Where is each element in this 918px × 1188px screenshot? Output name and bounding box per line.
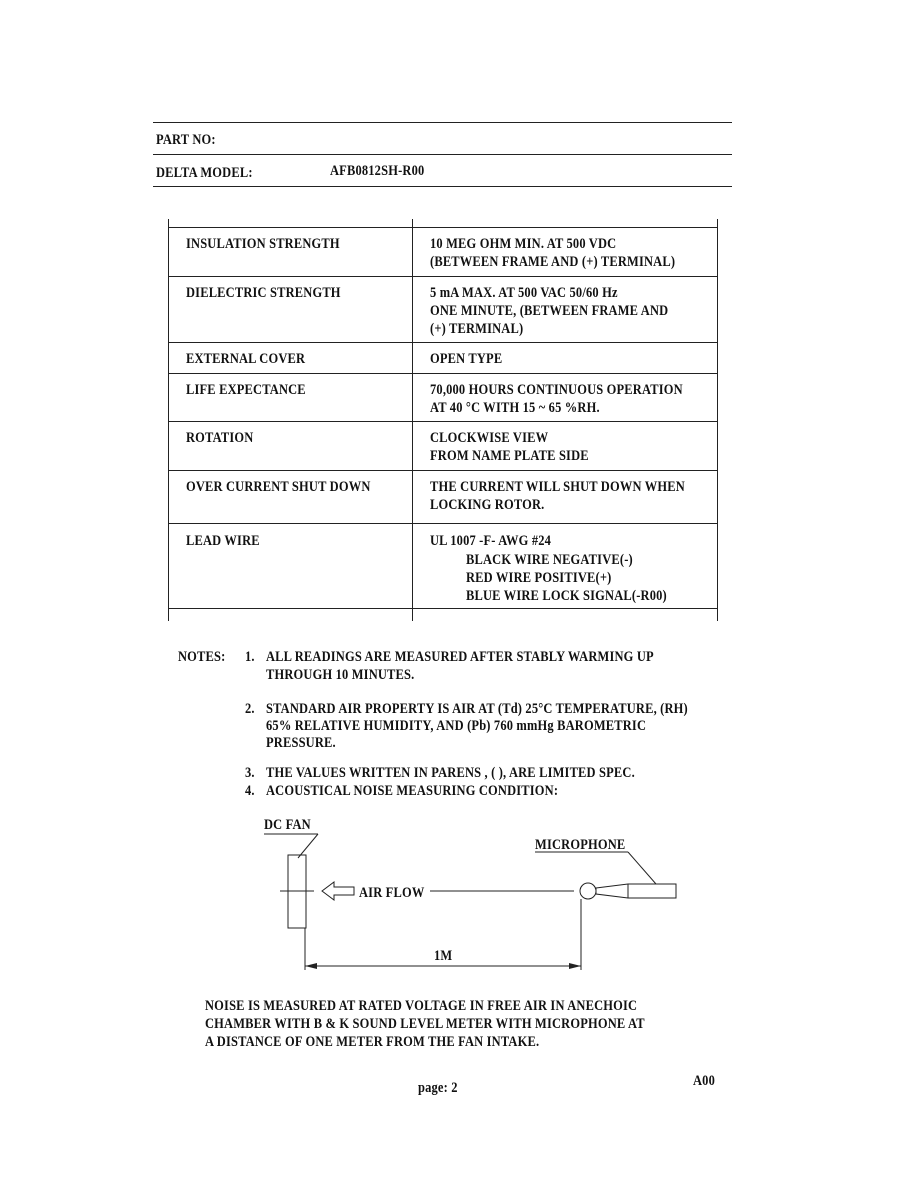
spec-value-line: AT 40 °C WITH 15 ~ 65 %RH. (430, 400, 600, 416)
notes-label: NOTES: (178, 649, 226, 665)
spec-value-line: LOCKING ROTOR. (430, 497, 545, 513)
spec-value-line: RED WIRE POSITIVE(+) (466, 570, 612, 586)
dc-fan-label: DC FAN (264, 817, 311, 833)
dimension-arrow-right-icon (569, 963, 581, 969)
page-number: page: 2 (418, 1080, 458, 1096)
revision-code: A00 (693, 1073, 715, 1089)
spec-name-over-current: OVER CURRENT SHUT DOWN (186, 479, 371, 495)
spec-name-external-cover: EXTERNAL COVER (186, 351, 306, 367)
spec-value-line: CLOCKWISE VIEW (430, 430, 549, 446)
note-line: ACOUSTICAL NOISE MEASURING CONDITION: (266, 783, 559, 799)
spec-name-dielectric: DIELECTRIC STRENGTH (186, 285, 341, 301)
spec-value-line: 70,000 HOURS CONTINUOUS OPERATION (430, 382, 683, 398)
spec-value-line: BLACK WIRE NEGATIVE(-) (466, 552, 633, 568)
air-flow-arrow-icon (322, 882, 354, 900)
spec-name-life-expectance: LIFE EXPECTANCE (186, 382, 306, 398)
note-line: 65% RELATIVE HUMIDITY, AND (Pb) 760 mmHg BAROMETRIC (266, 718, 647, 734)
noise-line: A DISTANCE OF ONE METER FROM THE FAN INTAKE. (205, 1034, 540, 1050)
noise-line: CHAMBER WITH B & K SOUND LEVEL METER WITH MICROPHONE AT (205, 1016, 645, 1032)
part-no-label: PART NO: (156, 132, 216, 148)
spec-value-line: 10 MEG OHM MIN. AT 500 VDC (430, 236, 617, 252)
note-line: THROUGH 10 MINUTES. (266, 667, 415, 683)
spec-value-line: ONE MINUTE, (BETWEEN FRAME AND (430, 303, 669, 319)
note-line: THE VALUES WRITTEN IN PARENS , ( ), ARE LIMITED SPEC. (266, 765, 635, 781)
note-number: 2. (245, 701, 255, 717)
spec-value-line: (+) TERMINAL) (430, 321, 524, 337)
note-number: 1. (245, 649, 255, 665)
note-line: PRESSURE. (266, 735, 336, 751)
note-line: STANDARD AIR PROPERTY IS AIR AT (Td) 25°C TEMPERATURE, (RH) (266, 701, 688, 717)
model-value: AFB0812SH-R00 (330, 163, 425, 179)
spec-value-line: UL 1007 -F- AWG #24 (430, 533, 552, 549)
spec-value-line: (BETWEEN FRAME AND (+) TERMINAL) (430, 254, 676, 270)
microphone-head-icon (580, 883, 596, 899)
mic-label-leader (628, 852, 656, 884)
spec-name-rotation: ROTATION (186, 430, 254, 446)
spec-name-lead-wire: LEAD WIRE (186, 533, 260, 549)
microphone-label: MICROPHONE (535, 837, 626, 853)
noise-line: NOISE IS MEASURED AT RATED VOLTAGE IN FREE AIR IN ANECHOIC (205, 998, 638, 1014)
fan-label-leader (298, 834, 318, 858)
note-line: ALL READINGS ARE MEASURED AFTER STABLY WARMING UP (266, 649, 654, 665)
spec-value-line: OPEN TYPE (430, 351, 503, 367)
dimension-arrow-left-icon (305, 963, 317, 969)
microphone-body-icon (596, 884, 676, 898)
note-number: 4. (245, 783, 255, 799)
spec-value-line: BLUE WIRE LOCK SIGNAL(-R00) (466, 588, 667, 604)
air-flow-label: AIR FLOW (359, 885, 425, 901)
model-label: DELTA MODEL: (156, 165, 253, 181)
distance-label: 1M (434, 948, 453, 964)
note-number: 3. (245, 765, 255, 781)
spec-value-line: FROM NAME PLATE SIDE (430, 448, 589, 464)
spec-value-line: THE CURRENT WILL SHUT DOWN WHEN (430, 479, 685, 495)
spec-name-insulation: INSULATION STRENGTH (186, 236, 340, 252)
spec-value-line: 5 mA MAX. AT 500 VAC 50/60 Hz (430, 285, 618, 301)
